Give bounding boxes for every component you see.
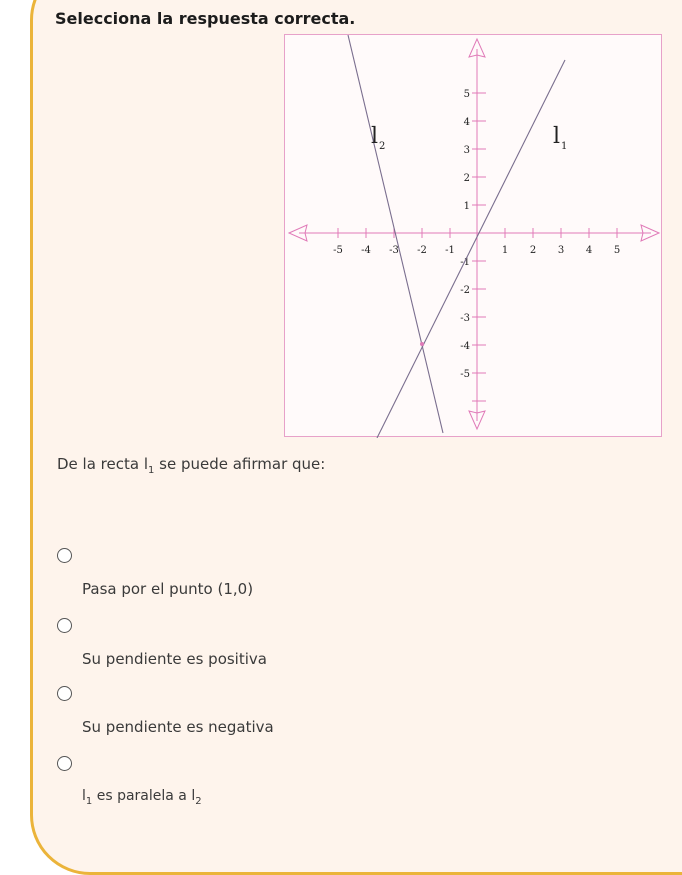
cartesian-plane [285, 35, 663, 438]
option-label [82, 788, 202, 807]
option-text-middle: es paralela a l [92, 788, 196, 804]
question-prompt [57, 455, 325, 476]
option-label: Su pendiente es negativa [82, 718, 274, 736]
prompt-text-end: se puede afirmar que: [154, 455, 326, 473]
option-subscript-1: 1 [85, 795, 93, 807]
prompt-text-start: De la recta l [57, 455, 148, 473]
x-tick-label: -5 [333, 245, 343, 256]
x-tick-label: -2 [417, 245, 427, 256]
line-l1 [377, 60, 568, 438]
y-tick-label: -1 [460, 257, 470, 268]
radio-button[interactable] [57, 618, 72, 633]
line-l2 [348, 35, 443, 433]
option-label: Pasa por el punto (1,0) [82, 580, 254, 598]
radio-button[interactable] [57, 756, 72, 771]
y-tick-label: -3 [460, 313, 470, 324]
y-tick-label: -4 [460, 341, 470, 352]
line-l1-subscript: 1 [561, 141, 568, 152]
option-label: Su pendiente es positiva [82, 650, 267, 668]
answer-option-4[interactable] [57, 756, 387, 816]
line-l2-label: l [371, 124, 379, 149]
x-tick-label: 4 [585, 245, 593, 256]
y-tick-label: 3 [463, 145, 470, 156]
answer-option-3[interactable] [57, 686, 387, 746]
line-l2-subscript: 2 [379, 141, 386, 152]
y-tick-label: 4 [463, 117, 470, 128]
answer-option-2[interactable] [57, 618, 387, 678]
answer-option-1[interactable] [57, 548, 387, 608]
question-title: Selecciona la respuesta correcta. [55, 9, 356, 28]
x-tick-label: -1 [445, 245, 455, 256]
option-subscript-2: 2 [195, 795, 202, 807]
y-tick-label: 1 [463, 201, 470, 212]
radio-button[interactable] [57, 548, 72, 563]
x-tick-label: -4 [361, 245, 371, 256]
radio-button[interactable] [57, 686, 72, 701]
y-tick-label: -5 [460, 369, 470, 380]
prompt-subscript: 1 [148, 465, 155, 476]
x-tick-label: 2 [529, 245, 537, 256]
x-tick-label: -3 [389, 245, 399, 256]
intersection-point [420, 342, 424, 346]
y-tick-label: 2 [463, 173, 470, 184]
x-tick-label: 3 [557, 245, 565, 256]
x-tick-label: 1 [501, 245, 509, 256]
y-tick-label: 5 [463, 89, 470, 100]
line-l1-label: l [553, 124, 561, 149]
x-tick-label: 5 [613, 245, 621, 256]
graph-figure [284, 34, 662, 437]
y-tick-label: -2 [460, 285, 470, 296]
option-text-start: l [82, 788, 86, 804]
